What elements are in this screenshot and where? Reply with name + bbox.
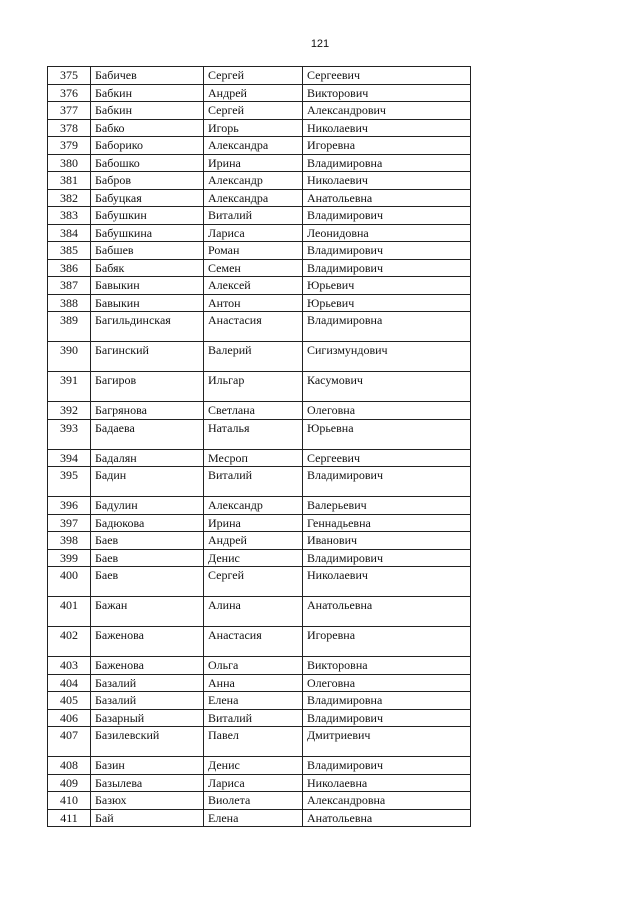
- row-number: 408: [48, 757, 91, 775]
- row-number: 377: [48, 102, 91, 120]
- row-number: 385: [48, 242, 91, 260]
- last-name: Бабяк: [91, 259, 204, 277]
- last-name: Бабшев: [91, 242, 204, 260]
- row-number: 383: [48, 207, 91, 225]
- last-name: Базарный: [91, 709, 204, 727]
- last-name: Бавыкин: [91, 294, 204, 312]
- patronymic: Юрьевич: [303, 294, 471, 312]
- row-number: 389: [48, 312, 91, 342]
- last-name: Баженова: [91, 627, 204, 657]
- patronymic: Владимирович: [303, 207, 471, 225]
- patronymic: Владимировна: [303, 154, 471, 172]
- row-number: 407: [48, 727, 91, 757]
- last-name: Бабров: [91, 172, 204, 190]
- first-name: Алексей: [204, 277, 303, 295]
- row-number: 404: [48, 674, 91, 692]
- table-row: [48, 657, 471, 675]
- table-row: [48, 102, 471, 120]
- first-name: Месроп: [204, 449, 303, 467]
- first-name: Алина: [204, 597, 303, 627]
- last-name: Бабкин: [91, 102, 204, 120]
- table-row: [48, 402, 471, 420]
- row-number: 375: [48, 67, 91, 85]
- last-name: Баев: [91, 549, 204, 567]
- first-name: Виталий: [204, 467, 303, 497]
- table-row: [48, 757, 471, 775]
- row-number: 386: [48, 259, 91, 277]
- last-name: Бабошко: [91, 154, 204, 172]
- last-name: Бадалян: [91, 449, 204, 467]
- first-name: Анна: [204, 674, 303, 692]
- patronymic: Игоревна: [303, 627, 471, 657]
- row-number: 394: [48, 449, 91, 467]
- patronymic: Владимировна: [303, 312, 471, 342]
- patronymic: Владимирович: [303, 259, 471, 277]
- last-name: Баженова: [91, 657, 204, 675]
- last-name: Бабушкин: [91, 207, 204, 225]
- first-name: Елена: [204, 809, 303, 827]
- row-number: 382: [48, 189, 91, 207]
- table-row: [48, 549, 471, 567]
- first-name: Виталий: [204, 709, 303, 727]
- table-row: [48, 692, 471, 710]
- last-name: Бадюкова: [91, 514, 204, 532]
- first-name: Виталий: [204, 207, 303, 225]
- first-name: Виолета: [204, 792, 303, 810]
- table-row: [48, 84, 471, 102]
- page-number: 121: [310, 38, 330, 50]
- patronymic: Александрович: [303, 102, 471, 120]
- row-number: 397: [48, 514, 91, 532]
- table-row: [48, 497, 471, 515]
- first-name: Ирина: [204, 514, 303, 532]
- row-number: 411: [48, 809, 91, 827]
- table-row: [48, 172, 471, 190]
- patronymic: Владимирович: [303, 709, 471, 727]
- table-row: [48, 709, 471, 727]
- patronymic: Владимирович: [303, 467, 471, 497]
- patronymic: Олеговна: [303, 402, 471, 420]
- row-number: 387: [48, 277, 91, 295]
- table-row: [48, 119, 471, 137]
- last-name: Бадин: [91, 467, 204, 497]
- first-name: Сергей: [204, 67, 303, 85]
- first-name: Лариса: [204, 224, 303, 242]
- last-name: Баев: [91, 567, 204, 597]
- patronymic: Владимирович: [303, 242, 471, 260]
- last-name: Баборико: [91, 137, 204, 155]
- row-number: 399: [48, 549, 91, 567]
- first-name: Александр: [204, 172, 303, 190]
- row-number: 410: [48, 792, 91, 810]
- row-number: 402: [48, 627, 91, 657]
- patronymic: Николаевич: [303, 567, 471, 597]
- first-name: Ольга: [204, 657, 303, 675]
- last-name: Багильдинская: [91, 312, 204, 342]
- table-row: [48, 597, 471, 627]
- table-row: [48, 674, 471, 692]
- table-row: [48, 567, 471, 597]
- table-row: [48, 532, 471, 550]
- table-row: [48, 259, 471, 277]
- table-row: [48, 189, 471, 207]
- table-row: [48, 627, 471, 657]
- table-row: [48, 137, 471, 155]
- patronymic: Викторович: [303, 84, 471, 102]
- row-number: 376: [48, 84, 91, 102]
- patronymic: Владимировна: [303, 692, 471, 710]
- first-name: Денис: [204, 757, 303, 775]
- patronymic: Юрьевич: [303, 277, 471, 295]
- patronymic: Касумович: [303, 372, 471, 402]
- first-name: Семен: [204, 259, 303, 277]
- first-name: Александра: [204, 137, 303, 155]
- first-name: Наталья: [204, 419, 303, 449]
- row-number: 384: [48, 224, 91, 242]
- first-name: Павел: [204, 727, 303, 757]
- last-name: Базин: [91, 757, 204, 775]
- row-number: 396: [48, 497, 91, 515]
- patronymic: Юрьевна: [303, 419, 471, 449]
- row-number: 388: [48, 294, 91, 312]
- first-name: Андрей: [204, 84, 303, 102]
- row-number: 390: [48, 342, 91, 372]
- roster-body: [48, 67, 471, 827]
- last-name: Бажан: [91, 597, 204, 627]
- first-name: Елена: [204, 692, 303, 710]
- patronymic: Николаевич: [303, 119, 471, 137]
- table-row: [48, 342, 471, 372]
- table-row: [48, 277, 471, 295]
- first-name: Светлана: [204, 402, 303, 420]
- patronymic: Анатольевна: [303, 597, 471, 627]
- patronymic: Сергеевич: [303, 449, 471, 467]
- patronymic: Анатольевна: [303, 809, 471, 827]
- first-name: Анастасия: [204, 312, 303, 342]
- patronymic: Леонидовна: [303, 224, 471, 242]
- row-number: 409: [48, 774, 91, 792]
- first-name: Ильгар: [204, 372, 303, 402]
- first-name: Лариса: [204, 774, 303, 792]
- table-row: [48, 792, 471, 810]
- patronymic: Александровна: [303, 792, 471, 810]
- row-number: 405: [48, 692, 91, 710]
- table-row: [48, 727, 471, 757]
- table-row: [48, 224, 471, 242]
- patronymic: Иванович: [303, 532, 471, 550]
- table-row: [48, 154, 471, 172]
- last-name: Баев: [91, 532, 204, 550]
- row-number: 379: [48, 137, 91, 155]
- patronymic: Анатольевна: [303, 189, 471, 207]
- patronymic: Викторовна: [303, 657, 471, 675]
- first-name: Андрей: [204, 532, 303, 550]
- last-name: Базалий: [91, 692, 204, 710]
- row-number: 381: [48, 172, 91, 190]
- last-name: Бадаева: [91, 419, 204, 449]
- patronymic: Дмитриевич: [303, 727, 471, 757]
- table-row: [48, 774, 471, 792]
- last-name: Базылева: [91, 774, 204, 792]
- last-name: Бай: [91, 809, 204, 827]
- first-name: Антон: [204, 294, 303, 312]
- row-number: 378: [48, 119, 91, 137]
- row-number: 391: [48, 372, 91, 402]
- last-name: Бабуцкая: [91, 189, 204, 207]
- table-row: [48, 372, 471, 402]
- table-row: [48, 242, 471, 260]
- table-row: [48, 207, 471, 225]
- patronymic: Николаевич: [303, 172, 471, 190]
- table-row: [48, 312, 471, 342]
- row-number: 398: [48, 532, 91, 550]
- first-name: Ирина: [204, 154, 303, 172]
- patronymic: Олеговна: [303, 674, 471, 692]
- first-name: Александра: [204, 189, 303, 207]
- patronymic: Николаевна: [303, 774, 471, 792]
- last-name: Бабушкина: [91, 224, 204, 242]
- last-name: Базюх: [91, 792, 204, 810]
- patronymic: Игоревна: [303, 137, 471, 155]
- roster-table: [47, 66, 471, 827]
- row-number: 393: [48, 419, 91, 449]
- row-number: 380: [48, 154, 91, 172]
- patronymic: Владимирович: [303, 757, 471, 775]
- last-name: Бабко: [91, 119, 204, 137]
- table-row: [48, 809, 471, 827]
- row-number: 406: [48, 709, 91, 727]
- table-row: [48, 449, 471, 467]
- table-row: [48, 514, 471, 532]
- row-number: 403: [48, 657, 91, 675]
- patronymic: Геннадьевна: [303, 514, 471, 532]
- table-row: [48, 419, 471, 449]
- row-number: 400: [48, 567, 91, 597]
- table-row: [48, 467, 471, 497]
- last-name: Багрянова: [91, 402, 204, 420]
- last-name: Багиров: [91, 372, 204, 402]
- table-row: [48, 294, 471, 312]
- first-name: Валерий: [204, 342, 303, 372]
- last-name: Багинский: [91, 342, 204, 372]
- patronymic: Валерьевич: [303, 497, 471, 515]
- row-number: 401: [48, 597, 91, 627]
- row-number: 395: [48, 467, 91, 497]
- last-name: Базилевский: [91, 727, 204, 757]
- patronymic: Сергеевич: [303, 67, 471, 85]
- first-name: Александр: [204, 497, 303, 515]
- first-name: Игорь: [204, 119, 303, 137]
- patronymic: Сигизмундович: [303, 342, 471, 372]
- last-name: Бадулин: [91, 497, 204, 515]
- table-row: [48, 67, 471, 85]
- row-number: 392: [48, 402, 91, 420]
- first-name: Денис: [204, 549, 303, 567]
- last-name: Бавыкин: [91, 277, 204, 295]
- first-name: Сергей: [204, 102, 303, 120]
- patronymic: Владимирович: [303, 549, 471, 567]
- last-name: Бабкин: [91, 84, 204, 102]
- first-name: Сергей: [204, 567, 303, 597]
- last-name: Бабичев: [91, 67, 204, 85]
- first-name: Роман: [204, 242, 303, 260]
- last-name: Базалий: [91, 674, 204, 692]
- first-name: Анастасия: [204, 627, 303, 657]
